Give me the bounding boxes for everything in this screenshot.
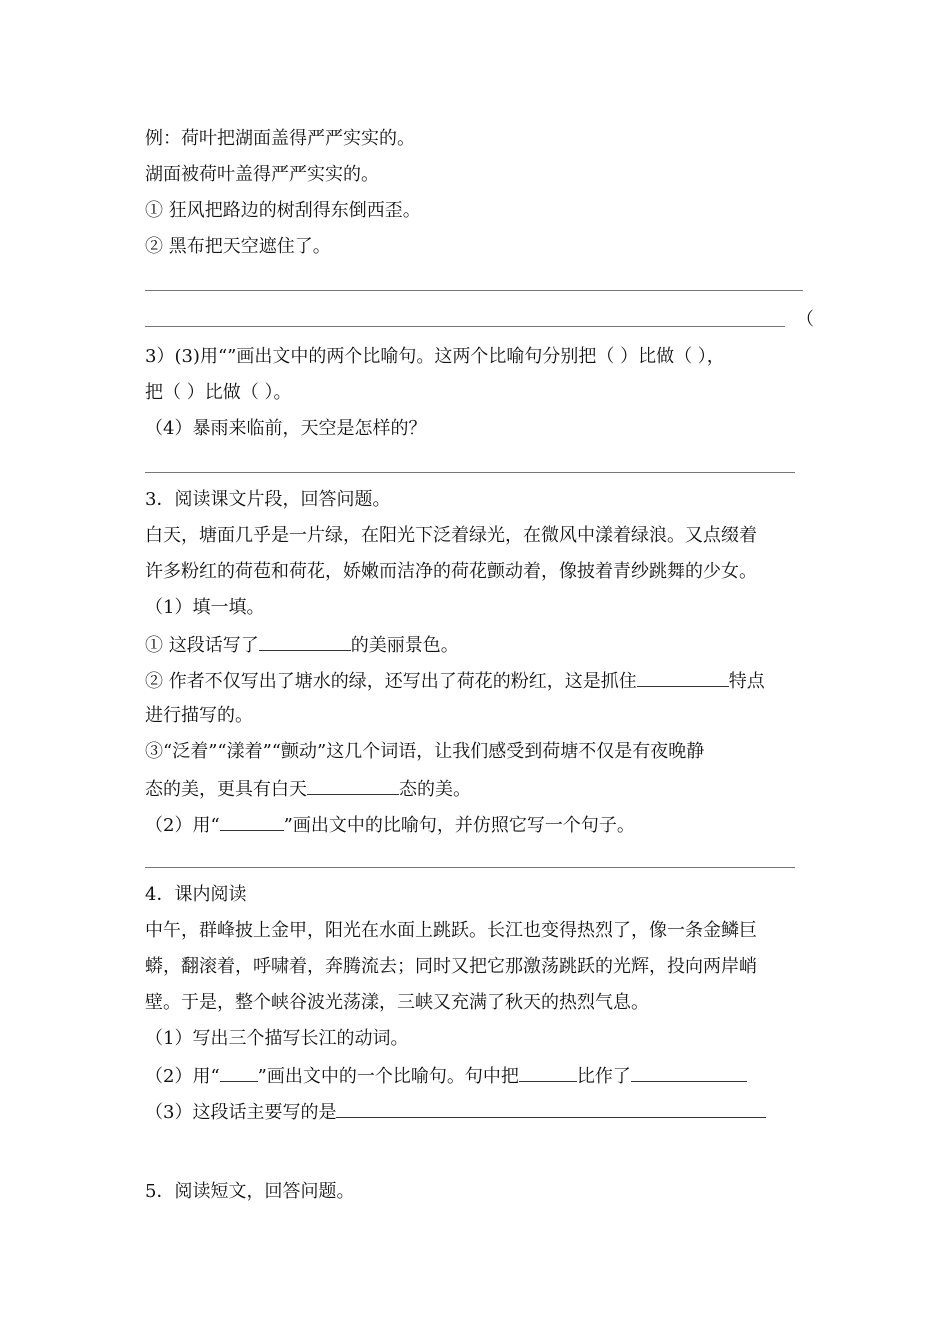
underline-sample xyxy=(220,1063,258,1082)
passage-3-line-2: 许多粉红的荷苞和荷花，娇嫩而洁净的荷花颤动着，像披着青纱跳舞的少女。 xyxy=(145,561,757,582)
underline-sample xyxy=(220,812,284,831)
fill-blank-1-tail: 的美丽景色。 xyxy=(350,635,459,656)
answer-line-3[interactable] xyxy=(145,472,795,473)
sub-question-2-tail: ”画出文中的比喻句，并仿照它写一个句子。 xyxy=(283,815,635,836)
blank-input[interactable] xyxy=(307,776,399,795)
answer-line-4[interactable] xyxy=(145,867,795,868)
fill-blank-2-text: ② 作者不仅写出了塘水的绿，还写出了荷花的粉红，这是抓住 xyxy=(145,671,637,692)
section-3-heading: 3．阅读课文片段，回答问题。 xyxy=(145,489,391,510)
passage-3-line-1: 白天，塘面几乎是一片绿，在阳光下泛着绿光，在微风中漾着绿浪。又点缀着 xyxy=(145,525,757,546)
section-4-heading: 4．课内阅读 xyxy=(145,884,247,905)
question-3-3: 3）(3)用“”画出文中的两个比喻句。这两个比喻句分别把（ ）比做（ ）， xyxy=(145,346,725,367)
question-4-1: （1）写出三个描写长江的动词。 xyxy=(145,1028,409,1049)
passage-4-line-1: 中午，群峰披上金甲，阳光在水面上跳跃。长江也变得热烈了，像一条金鳞巨 xyxy=(145,920,757,941)
blank-input[interactable] xyxy=(519,1063,577,1082)
question-4-2 xyxy=(145,1063,747,1089)
fill-blank-2-tail: 特点 xyxy=(728,671,765,692)
fill-blank-3-text: 态的美，更具有白天 xyxy=(145,779,307,800)
exercise-2: ② 黑布把天空遮住了。 xyxy=(145,236,331,257)
question-4-3-text: （3）这段话主要写的是 xyxy=(145,1102,337,1123)
sub-question-2-text: （2）用“ xyxy=(145,815,220,836)
question-4: （4）暴雨来临前，天空是怎样的？ xyxy=(145,418,427,439)
blank-input[interactable] xyxy=(637,668,729,687)
sub-question-2 xyxy=(145,812,635,838)
fill-blank-2 xyxy=(145,668,765,694)
fill-blank-2-cont: 进行描写的。 xyxy=(145,705,253,726)
question-4-2-mid: ”画出文中的一个比喻句。句中把 xyxy=(257,1066,519,1087)
section-5-heading: 5．阅读短文，回答问题。 xyxy=(145,1181,355,1202)
example-sentence: 例：荷叶把湖面盖得严严实实的。 xyxy=(145,128,415,149)
fill-blank-3-cont xyxy=(145,776,471,802)
blank-input[interactable] xyxy=(336,1099,766,1118)
fill-blank-3: ③“泛着”“漾着”“颤动”这几个词语，让我们感受到荷塘不仅是有夜晚静 xyxy=(145,741,705,762)
stray-parenthesis: （ xyxy=(796,309,814,330)
example-answer: 湖面被荷叶盖得严严实实的。 xyxy=(145,164,379,185)
sub-question-1: （1）填一填。 xyxy=(145,597,265,618)
exercise-1: ① 狂风把路边的树刮得东倒西歪。 xyxy=(145,200,421,221)
fill-blank-1 xyxy=(145,632,459,658)
blank-input[interactable] xyxy=(631,1063,747,1082)
passage-4-line-2: 蟒，翻滚着，呼啸着，奔腾流去；同时又把它那激荡跳跃的光辉，投向两岸峭 xyxy=(145,956,757,977)
fill-blank-3-tail: 态的美。 xyxy=(399,779,471,800)
question-4-2-text: （2）用“ xyxy=(145,1066,220,1087)
question-4-3 xyxy=(145,1099,766,1125)
fill-blank-1-text: ① 这段话写了 xyxy=(145,635,259,656)
blank-input[interactable] xyxy=(259,632,351,651)
question-3-3-cont: 把（ ）比做（ ）。 xyxy=(145,382,292,403)
question-4-2-tail: 比作了 xyxy=(576,1066,631,1087)
passage-4-line-3: 壁。于是，整个峡谷波光荡漾，三峡又充满了秋天的热烈气息。 xyxy=(145,992,649,1013)
answer-line-1[interactable] xyxy=(145,290,803,291)
answer-line-2[interactable] xyxy=(145,326,785,327)
